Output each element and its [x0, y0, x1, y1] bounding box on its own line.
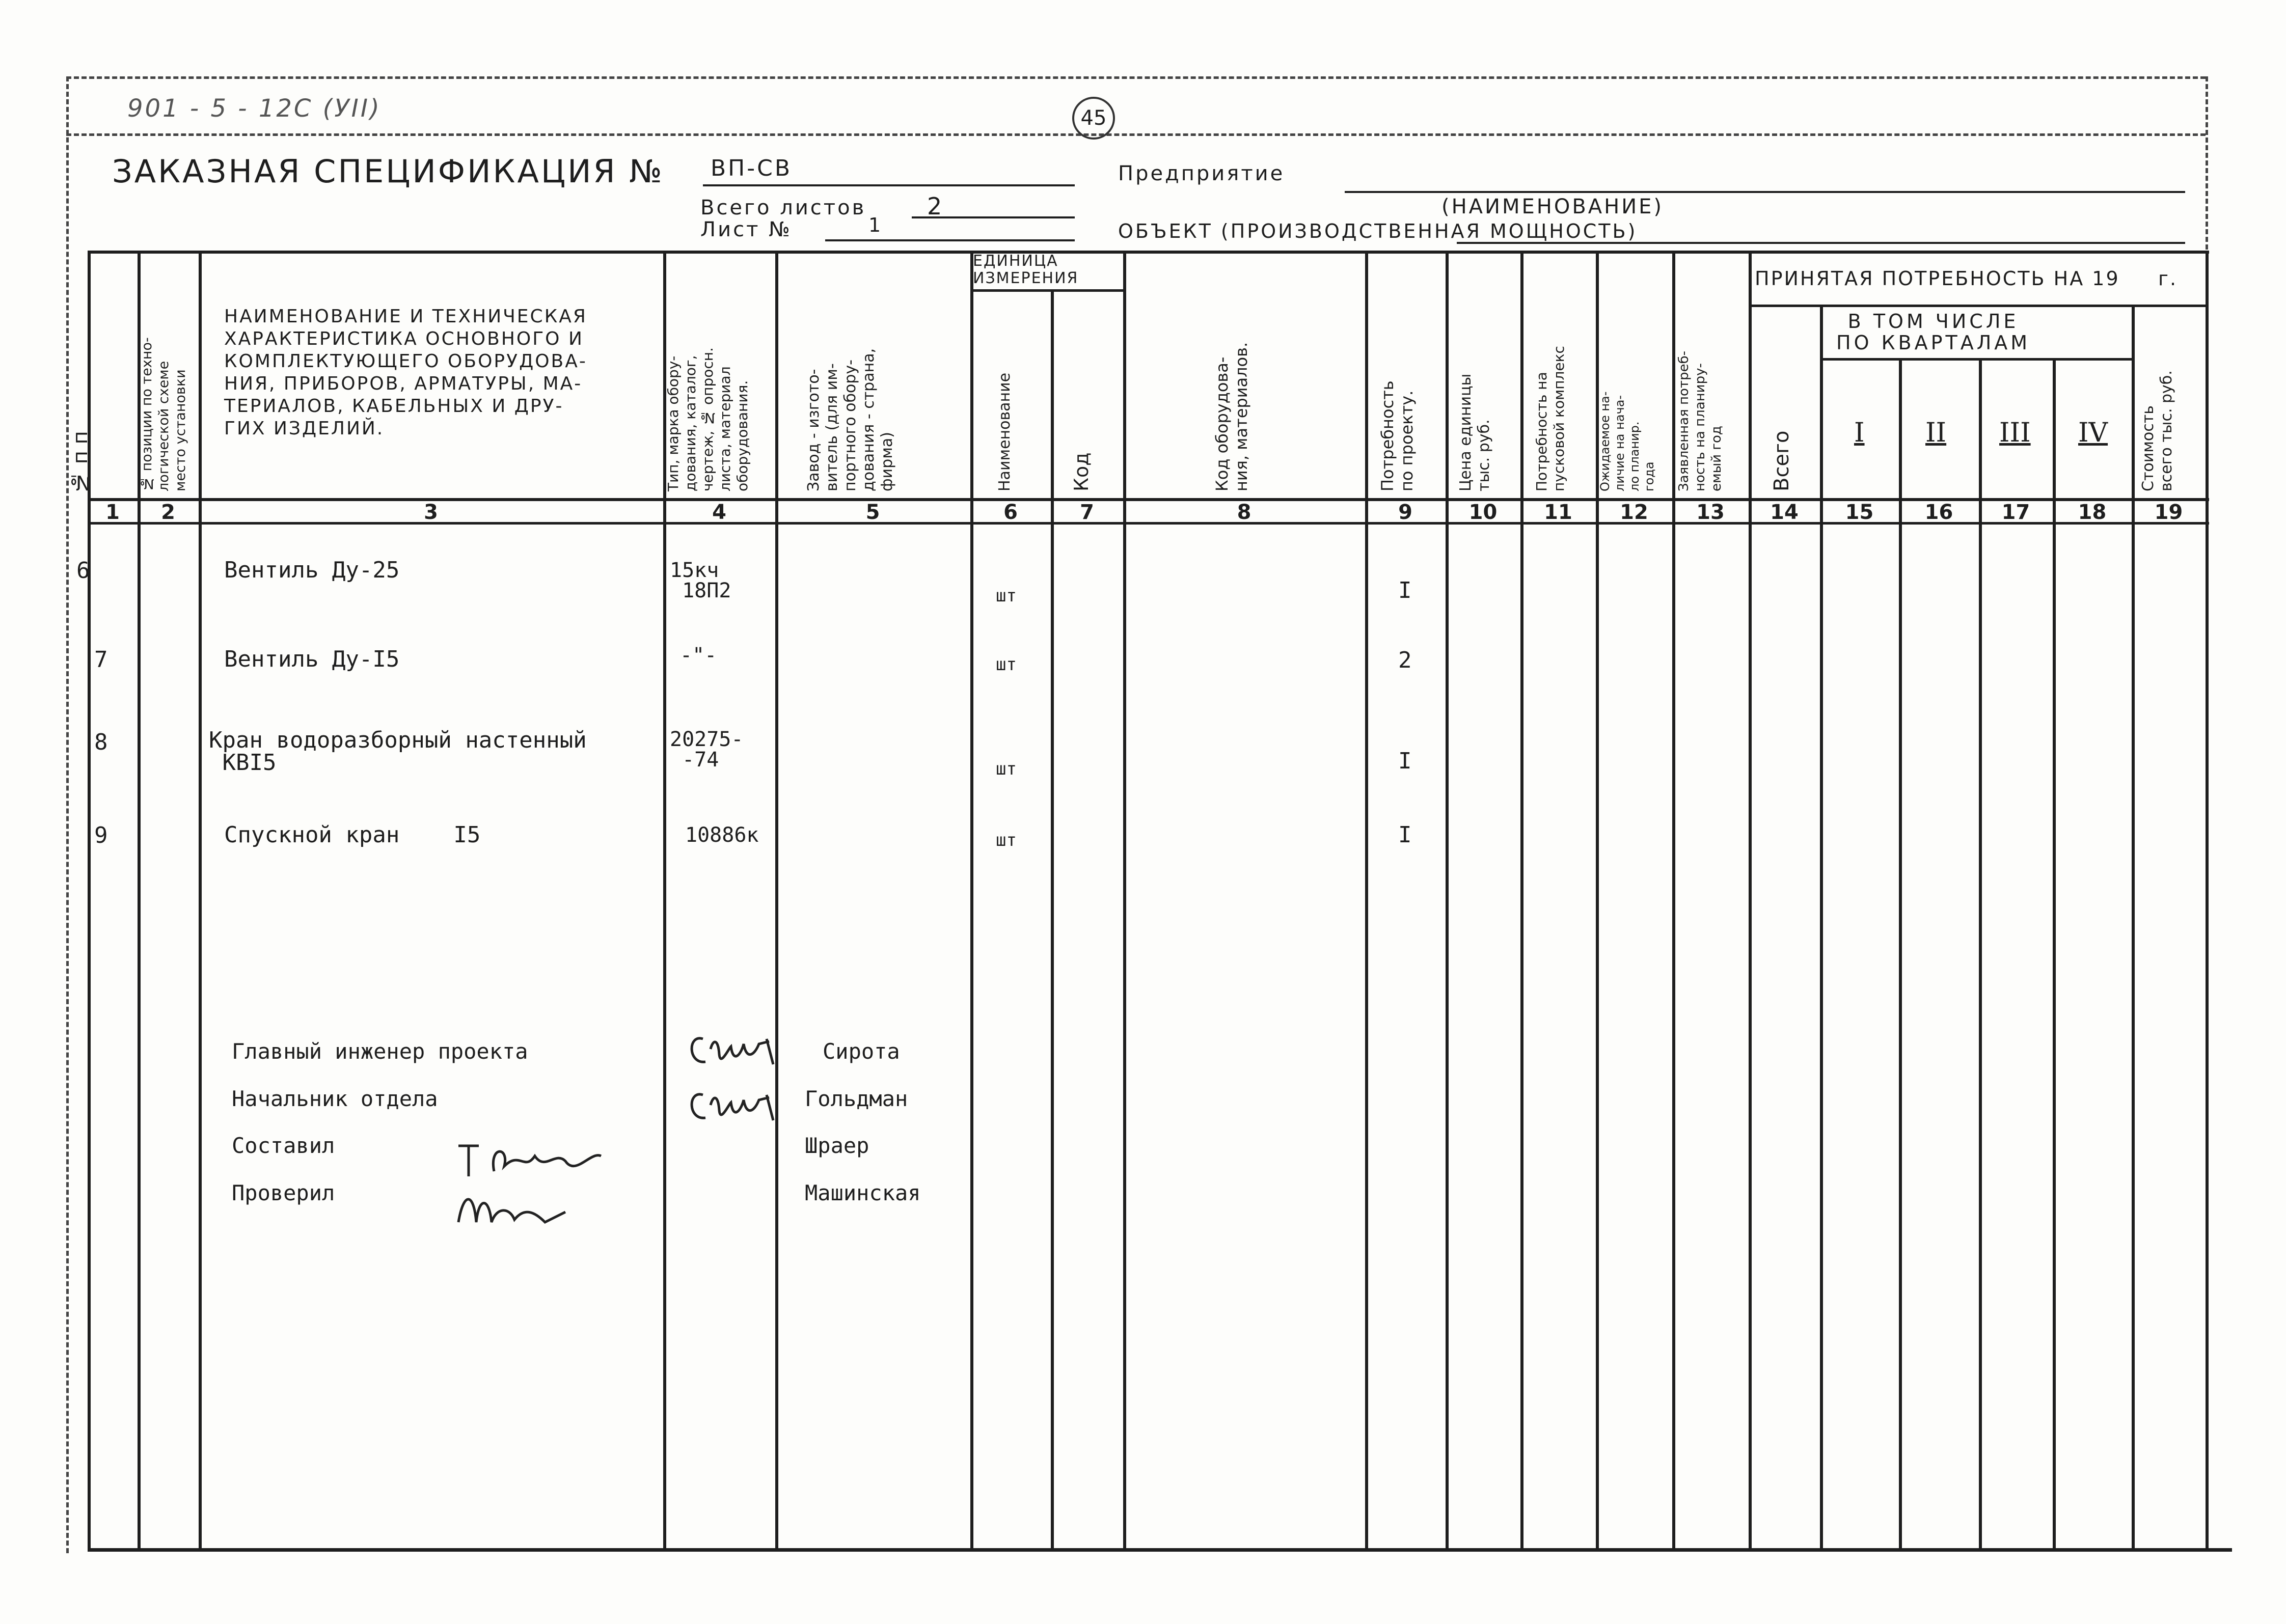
col-line-6 [1051, 290, 1054, 1549]
header-manufacturer: Завод - изгото- витель (для им- портного обору- дования - страна, фирма) [805, 348, 896, 491]
signature-name: Сирота [823, 1039, 900, 1064]
signature-role: Составил [232, 1133, 335, 1158]
col-number-12: 12 [1620, 501, 1648, 524]
col-line-18 [2132, 306, 2135, 1549]
signature-name: Шраер [805, 1133, 869, 1158]
header-need-by-project: Потребность по проекту. [1378, 380, 1417, 491]
unit-group-divider [970, 289, 1123, 292]
numbers-bottom [88, 522, 2209, 525]
sheet-no-line [825, 239, 1075, 241]
row-number: 7 [94, 647, 108, 673]
col-line-17 [2053, 359, 2056, 1549]
header-total: Всего [1770, 430, 1793, 491]
frame-left [66, 76, 69, 1553]
col-number-13: 13 [1696, 501, 1725, 524]
doc-code: 901 - 5 - 12C (УII) [127, 94, 382, 123]
item-name: Спускной кран I5 [224, 822, 481, 848]
header-unit-price: Цена единицы тыс. руб. [1457, 373, 1493, 491]
col-number-10: 10 [1468, 501, 1498, 524]
page-number-mark: 45 [1072, 97, 1115, 140]
row-number: 9 [94, 822, 108, 848]
header-position: № позиции по техно- логической схеме место установки [139, 337, 188, 491]
col-number-4: 4 [712, 501, 726, 524]
col-line-12 [1672, 251, 1675, 1549]
object-line [1457, 242, 2185, 244]
quarters-group-divider [1820, 358, 2132, 361]
col-number-2: 2 [161, 501, 175, 524]
item-unit: шт [996, 830, 1017, 850]
item-type: 15кч 18П2 [670, 559, 731, 602]
col-line-5 [970, 251, 973, 1549]
signature-role: Проверил [232, 1180, 335, 1205]
col-number-6: 6 [1003, 501, 1018, 524]
item-type: -"- [680, 644, 717, 667]
item-name: Вентиль Ду-25 [224, 557, 400, 583]
item-type: 10886к [685, 823, 759, 847]
signature-name: Гольдман [805, 1086, 908, 1111]
item-quantity: 2 [1398, 647, 1412, 673]
object-label: ОБЪЕКТ (ПРОИЗВОДСТВЕННАЯ МОЩНОСТЬ) [1118, 220, 1638, 242]
col-line-9 [1446, 251, 1449, 1549]
header-expected-stock: Ожидаемое на- личие на нача- ло планир. года [1598, 391, 1656, 491]
header-quarter-1: I [1854, 418, 1865, 448]
signature-role: Главный инженер проекта [232, 1039, 528, 1064]
item-unit: шт [996, 759, 1017, 779]
header-type: Тип, марка обору- дования, каталог, чертеж, № опросн. листа, материал оборудования. [665, 347, 751, 491]
header-unit-code: Код [1070, 452, 1093, 491]
col-number-8: 8 [1237, 501, 1251, 524]
enterprise-line [1345, 191, 2185, 193]
col-line-8 [1365, 251, 1368, 1549]
col-line-19 [2206, 251, 2209, 1549]
item-quantity: I [1398, 822, 1412, 848]
handwritten-signature [683, 1019, 805, 1131]
header-quarter-3: III [1999, 418, 2031, 448]
signature-role: Начальник отдела [232, 1086, 438, 1111]
header-quarters-group: В ТОМ ЧИСЛЕ ПО КВАРТАЛАМ [1836, 310, 2031, 354]
spec-number: ВП-СВ [711, 155, 793, 181]
col-number-18: 18 [2078, 501, 2107, 524]
accepted-group-divider [1749, 305, 2207, 307]
col-line-10 [1520, 251, 1523, 1549]
spec-number-line [703, 184, 1075, 186]
header-unit-group: ЕДИНИЦА ИЗМЕРЕНИЯ [973, 252, 1079, 287]
item-unit: шт [996, 586, 1017, 606]
col-number-19: 19 [2154, 501, 2183, 524]
row-number: 6 [76, 558, 90, 584]
col-number-7: 7 [1080, 501, 1094, 524]
frame-header-divider [66, 133, 2206, 136]
col-line-7 [1123, 251, 1126, 1549]
total-sheets-line [912, 216, 1075, 218]
header-quarter-4: IV [2078, 418, 2108, 448]
item-unit: шт [996, 654, 1017, 675]
header-accepted-group: ПРИНЯТАЯ ПОТРЕБНОСТЬ НА 19 г. [1755, 267, 2178, 290]
sheet-no-label: Лист № [700, 218, 792, 241]
col-number-3: 3 [424, 501, 438, 524]
spec-title: ЗАКАЗНАЯ СПЕЦИФИКАЦИЯ № [112, 153, 664, 190]
col-number-16: 16 [1924, 501, 1953, 524]
col-number-1: 1 [105, 501, 120, 524]
col-line-16 [1979, 359, 1982, 1549]
header-quarter-2: II [1925, 418, 1947, 448]
item-name: Кран водоразборный настенный КВI5 [209, 727, 587, 776]
col-number-11: 11 [1544, 501, 1572, 524]
sheet-no-value: 1 [868, 214, 883, 236]
header-name: НАИМЕНОВАНИЕ И ТЕХНИЧЕСКАЯ ХАРАКТЕРИСТИКА ОСНОВНОГО И КОМПЛЕКТУЮЩЕГО ОБОРУДОВА- НИЯ, ПРИБОРОВ, АРМАТУРЫ, МА- ТЕРИАЛОВ, КАБЕЛЬНЫХ И ДРУ- ГИХ ИЗДЕЛИЙ. [224, 306, 587, 439]
enterprise-label: Предприятие [1118, 162, 1285, 185]
col-number-5: 5 [865, 501, 880, 524]
total-sheets-label: Всего листов [700, 196, 866, 219]
header-row-number: № п п [69, 431, 92, 494]
col-number-15: 15 [1845, 501, 1874, 524]
col-number-17: 17 [2001, 501, 2030, 524]
item-quantity: I [1398, 748, 1412, 774]
handwritten-signature [448, 1136, 632, 1237]
col-line-13 [1749, 251, 1752, 1549]
col-line-2 [199, 251, 202, 1549]
frame-top [66, 76, 2206, 79]
frame-right [2206, 76, 2208, 250]
col-line-15 [1899, 359, 1902, 1549]
table-top [88, 251, 2209, 254]
total-sheets-value: 2 [927, 192, 944, 220]
col-number-9: 9 [1398, 501, 1412, 524]
enterprise-note: (НАИМЕНОВАНИЕ) [1441, 195, 1664, 218]
header-declared-need: Заявленная потреб- ность на планиру- емый год [1676, 351, 1724, 491]
row-number: 8 [94, 729, 108, 755]
header-cost: Стоимость всего тыс. руб. [2139, 370, 2175, 491]
header-unit-name: Наименование [996, 372, 1014, 491]
col-line-14 [1820, 306, 1823, 1549]
signature-name: Машинская [805, 1180, 921, 1205]
col-number-14: 14 [1770, 501, 1799, 524]
header-equipment-code: Код оборудова- ния, материалов. [1212, 342, 1251, 491]
item-name: Вентиль Ду-I5 [224, 646, 400, 672]
item-quantity: I [1398, 577, 1412, 603]
item-type: 20275- -74 [670, 728, 744, 772]
header-startup-need: Потребность на пусковой комплекс [1533, 346, 1567, 491]
table-bottom [88, 1548, 2232, 1552]
col-line-4 [775, 251, 778, 1549]
